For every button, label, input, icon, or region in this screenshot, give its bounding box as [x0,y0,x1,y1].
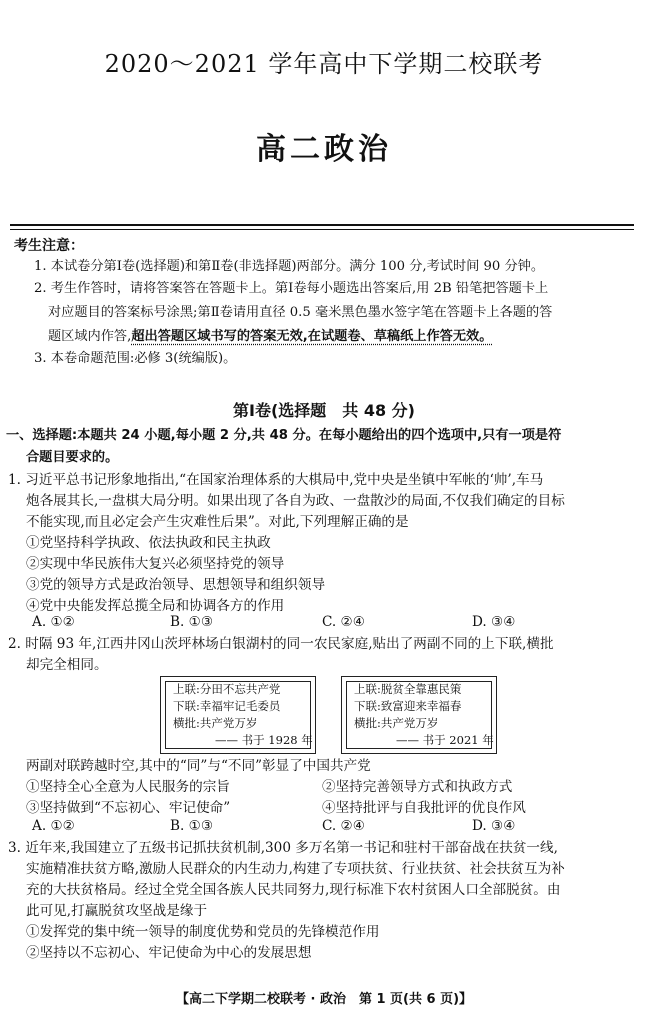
notice-item-2-plain: 题区域内作答, [48,329,132,344]
notice-item-2-emphasis: 超出答题区域书写的答案无效,在试题卷、草稿纸上作答无效。 [131,329,493,344]
q2-option-c: C. ②④ [322,818,365,834]
q3-stem-line4: 此可见,打赢脱贫攻坚战是缘于 [26,903,208,919]
q1-stem-line3: 不能实现,而且必定会产生灾难性后果”。对此,下列理解正确的是 [26,514,409,530]
q1-option-b: B. ①③ [170,614,214,630]
q2-option-a: A. ①② [32,818,75,834]
q2-stem-line3: 两副对联跨越时空,其中的“同”与“不同”彰显了中国共产党 [26,758,371,774]
q2-stem-line2: 却完全相同。 [26,657,108,673]
couplet-box-1928 [160,676,316,754]
q1-stem-line2: 炮各展其长,一盘棋大局分明。如果出现了各自为政、一盘散沙的局面,不仅我们确定的目标 [26,493,565,509]
couplet-1928-upper: 上联:分田不忘共产党 [173,682,281,696]
couplet-1928-banner: 横批:共产党万岁 [173,716,258,730]
couplet-2021-upper: 上联:脱贫全靠惠民策 [354,682,462,696]
q3-stem-line3: 充的大扶贫格局。经过全党全国各族人民共同努力,现行标准下农村贫困人口全部脱贫。由 [26,882,561,898]
section-instructions-line2: 合题目要求的。 [26,450,119,465]
q1-statement-2: ②实现中华民族伟大复兴必须坚持党的领导 [26,556,285,572]
q3-statement-1: ①发挥党的集中统一领导的制度优势和党员的先锋模范作用 [26,924,380,940]
q1-option-c: C. ②④ [322,614,365,630]
q1-statement-3: ③党的领导方式是政治领导、思想领导和组织领导 [26,577,326,593]
q1-statement-1: ①党坚持科学执政、依法执政和民主执政 [26,535,271,551]
q2-option-d: D. ③④ [472,818,516,834]
notice-item-2-line2: 对应题目的答案标号涂黑;第Ⅱ卷请用直径 0.5 毫米黑色墨水签字笔在答题卡上各题的答 [48,305,553,320]
q1-stem-line1: 1. 习近平总书记形象地指出,“在国家治理体系的大棋局中,党中央是坐镇中军帐的‘帅’,车马 [8,472,544,488]
couplet-box-2021 [341,676,497,754]
q1-statement-4: ④党中央能发挥总揽全局和协调各方的作用 [26,598,285,614]
notice-item-2-line1: 2. 考生作答时，请将答案答在答题卡上。第Ⅰ卷每小题选出答案后,用 2B 铅笔把答题卡上 [34,281,549,296]
q2-statement-3: ③坚持做到“不忘初心、牢记使命” [26,800,231,816]
q2-statement-4: ④坚持批评与自我批评的优良作风 [322,800,526,816]
q3-stem-line2: 实施精准扶贫方略,激励人民群众的内生动力,构建了专项扶贫、行业扶贫、社会扶贫互为补 [26,861,565,877]
q3-statement-2: ②坚持以不忘初心、牢记使命为中心的发展思想 [26,945,312,961]
divider-line [10,224,634,226]
notice-item-1: 1. 本试卷分第Ⅰ卷(选择题)和第Ⅱ卷(非选择题)两部分。满分 100 分,考试时间 90 分钟。 [34,259,545,274]
q2-option-b: B. ①③ [170,818,214,834]
q1-option-a: A. ①② [32,614,75,630]
notice-item-2-line3 [48,326,492,348]
couplet-2021-lower: 下联:致富迎来幸福春 [354,699,462,713]
divider-line [10,229,634,230]
section-title: 第Ⅰ卷(选择题 共 48 分) [233,401,415,420]
q3-stem-line1: 3. 近年来,我国建立了五级书记抓扶贫机制,300 多万名第一书记和驻村干部奋战在扶贫一线, [8,840,558,856]
q1-option-d: D. ③④ [472,614,516,630]
couplet-1928-sign: —— 书于 1928 年 [215,733,313,747]
notice-item-3: 3. 本卷命题范围:必修 3(统编版)。 [34,351,237,366]
subject-title: 高二政治 [256,132,392,167]
page-footer: 【高二下学期二校联考 · 政治 第 1 页(共 6 页)】 [175,992,473,1007]
section-instructions-line1: 一、选择题:本题共 24 小题,每小题 2 分,共 48 分。在每小题给出的四个选项中,只有一项是符 [6,428,562,443]
q2-stem-line1: 2. 时隔 93 年,江西井冈山茨坪林场白银湖村的同一农民家庭,贴出了两副不同的上下联,横批 [8,636,554,652]
q2-statement-2: ②坚持完善领导方式和执政方式 [322,779,513,795]
notice-heading: 考生注意： [14,238,84,254]
couplet-1928-lower: 下联:幸福牢记毛委员 [173,699,281,713]
couplet-2021-banner: 横批:共产党万岁 [354,716,439,730]
couplet-2021-sign: —— 书于 2021 年 [396,733,494,747]
q2-statement-1: ①坚持全心全意为人民服务的宗旨 [26,779,230,795]
exam-title: 2020～2021 学年高中下学期二校联考 [104,50,544,78]
